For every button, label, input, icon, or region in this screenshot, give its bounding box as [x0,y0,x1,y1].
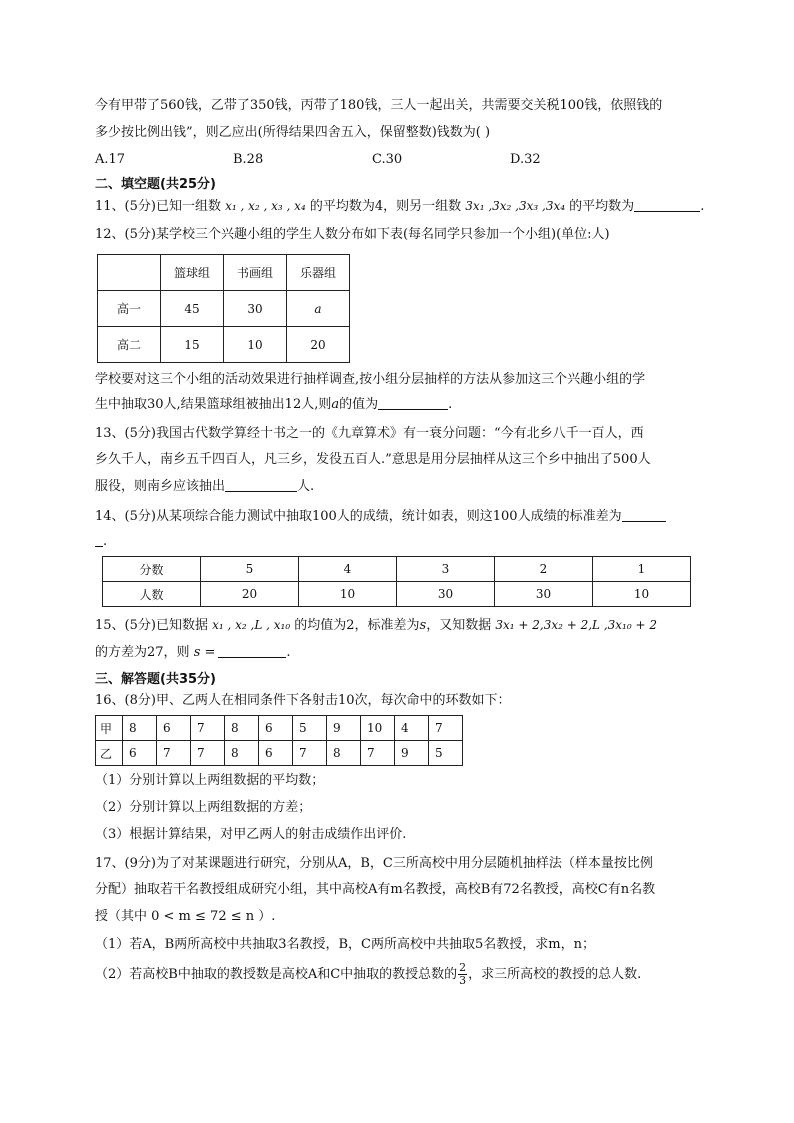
q15-vars2: 3x₁ + 2,3x₂ + 2,L ,3x₁₀ + 2 [495,618,657,632]
q16-cell: 7 [429,716,463,741]
section2-title: 二、填空题(共25分) [95,177,216,192]
q10-option-c: C.30 [372,152,403,167]
q17-sub2 [95,962,641,987]
q13-line2: 乡久千人，南乡五千四百人，凡三乡，发役五百人.”意思是用分层抽样从这三个乡中抽出了500人 [95,452,651,467]
q15-answer-blank[interactable] [218,644,286,658]
q15-s-eq: s = [193,645,216,660]
q12-header-cell [98,255,161,291]
q13-line3a: 服役，则南乡应该抽出 [95,479,226,494]
q12-cell: 30 [224,291,287,327]
q14-table-row [103,557,691,582]
q17-sub2-text2: ，求三所高校的教授的总人数. [468,967,642,982]
q15-var-s: s [419,618,427,633]
q16-cell: 6 [123,741,157,766]
q14-text: 14、(5分)从某项综合能力测试中抽取100人的成绩，统计如表，则这100人成绩的标准差为 [95,509,622,524]
q15-line2 [95,644,291,662]
q16-sub3: （3）根据计算结果，对甲乙两人的射击成绩作出评价. [95,827,407,842]
q12-header-cell: 书画组 [224,255,287,291]
q16-cell: 6 [259,741,293,766]
q11-vars: x₁ , x₂ , x₃ , x₄ [225,199,306,213]
q16-cell: 8 [123,716,157,741]
q16-table-row [96,741,463,766]
q14-answer-blank-cont[interactable] [95,533,103,547]
q16-cell: 5 [293,716,327,741]
q16-sub2: （2）分别计算以上两组数据的方差； [95,800,312,815]
q16-cell: 9 [327,716,361,741]
q14-cell: 4 [299,557,397,582]
q12-text1: 学校要对这三个小组的活动效果进行抽样调查,按小组分层抽样的方法从参加这三个兴趣小组的学 [95,372,646,387]
q14-line2 [95,533,107,551]
q13-line1: 13、(5分)我国古代数学算经十书之一的《九章算术》有一衰分问题：“今有北乡八千一百人，西 [95,426,644,441]
q14-cell: 2 [495,557,593,582]
q11-vars2: 3x₁ ,3x₂ ,3x₃ ,3x₄ [465,199,566,213]
q14-cell: 10 [593,582,691,607]
q13-line3 [95,478,314,496]
q16-intro: 16、(8分)甲、乙两人在相同条件下各射击10次，每次命中的环数如下： [95,693,511,708]
q16-cell: 7 [293,741,327,766]
q15-text3: ，又知数据 [426,618,496,633]
q16-table-row [96,716,463,741]
q16-cell: 8 [225,716,259,741]
q11-text1: 11、(5分)已知一组数 [95,199,226,214]
q14-end: . [103,534,108,549]
q12-table-row [98,291,350,327]
section3-title: 三、解答题(共35分) [95,672,216,687]
q11 [95,197,704,216]
q10-option-d: D.32 [510,152,541,167]
q10-option-b: B.28 [233,152,264,167]
q15-end: . [286,645,291,660]
q14-cell: 30 [495,582,593,607]
q14-cell: 10 [299,582,397,607]
q14-line1 [95,508,666,526]
q12-header-cell: 乐器组 [287,255,350,291]
q14-cell: 30 [397,582,495,607]
q12-text2 [95,396,452,414]
q15-line2a: 的方差为27，则 [95,645,194,660]
q14-cell: 3 [397,557,495,582]
q12-cell: 45 [161,291,224,327]
q16-cell: 7 [361,741,395,766]
q15-text1: 15、(5分)已知数据 [95,618,213,633]
q12-cell: a [287,291,350,327]
q17-sub2-text1: （2）若高校B中抽取的教授数是高校A和C中抽取的教授总数的 [95,967,458,982]
q16-cell: 5 [429,741,463,766]
q12-text2b: 的值为 [339,397,379,412]
q12-cell: 高二 [98,327,161,363]
q12-table-row [98,327,350,363]
q14-table [102,556,691,607]
q17-sub1: （1）若A，B两所高校中共抽取3名教授，B，C两所高校中共抽取5名教授，求m，n； [95,937,595,952]
q11-text2: 的平均数为4，则另一组数 [305,199,466,214]
q16-cell: 7 [157,741,191,766]
q16-cell: 7 [191,741,225,766]
q12-end: . [448,397,453,412]
q14-table-row [103,582,691,607]
q10-line1: 今有甲带了560钱，乙带了350钱，丙带了180钱，三人一起出关，共需要交关税100钱，依照钱的 [95,98,663,113]
q17-line3: 授（其中 0 < m ≤ 72 ≤ n ）. [95,909,276,924]
q16-cell: 甲 [96,716,123,741]
two-thirds-fraction [458,962,467,987]
q11-answer-blank[interactable] [634,198,700,212]
q12-table-header [98,255,350,291]
q15-vars: x₁ , x₂ ,L , x₁₀ [212,618,291,632]
q16-cell: 9 [395,741,429,766]
fraction-numerator: 2 [459,961,467,974]
q12-table [97,254,350,363]
q16-cell: 7 [191,716,225,741]
q12-text2a: 生中抽取30人,结果篮球组被抽出12人,则 [95,397,332,412]
q15-text2: 的均值为2，标准差为 [290,618,420,633]
q12-cell: 高一 [98,291,161,327]
q14-cell: 分数 [103,557,201,582]
q12-intro: 12、(5分)某学校三个兴趣小组的学生人数分布如下表(每名同学只参加一个小组)(单位:人) [95,227,610,242]
q12-var-a: a [331,397,340,412]
q11-end: . [700,199,705,214]
q14-cell: 5 [201,557,299,582]
q12-answer-blank[interactable] [378,396,448,410]
q12-cell: 15 [161,327,224,363]
q17-line1: 17、(9分)为了对某课题进行研究，分别从A，B，C三所高校中用分层随机抽样法（样本量按比例 [95,856,653,871]
q16-cell: 8 [225,741,259,766]
q10-option-a: A.17 [95,152,126,167]
q11-text3: 的平均数为 [565,199,635,214]
q14-cell: 1 [593,557,691,582]
q14-cell: 人数 [103,582,201,607]
q16-cell: 6 [259,716,293,741]
q14-cell: 20 [201,582,299,607]
q16-cell: 8 [327,741,361,766]
q12-cell: 10 [224,327,287,363]
q12-header-cell: 篮球组 [161,255,224,291]
q16-cell: 6 [157,716,191,741]
q13-line3b: 人. [297,479,315,494]
q16-cell: 10 [361,716,395,741]
q13-answer-blank[interactable] [225,478,297,492]
q10-line2: 多少按比例出钱”，则乙应出(所得结果四舍五入，保留整数)钱数为( ) [95,125,491,140]
q16-sub1: （1）分别计算以上两组数据的平均数； [95,773,325,788]
q17-line2: 分配）抽取若干名教授组成研究小组，其中高校A有m名教授，高校B有72名教授，高校C有n名教 [95,882,656,897]
fraction-denominator: 3 [459,974,467,987]
q16-cell: 乙 [96,741,123,766]
q12-cell: 20 [287,327,350,363]
q15-line1 [95,616,657,635]
q16-table [95,715,463,766]
q16-cell: 4 [395,716,429,741]
q14-answer-blank[interactable] [622,508,666,522]
